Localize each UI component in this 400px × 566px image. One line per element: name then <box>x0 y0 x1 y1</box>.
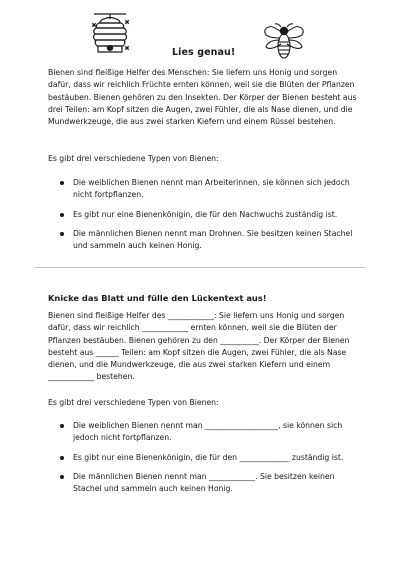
bee-types-list <box>48 177 360 259</box>
cloze-types-intro: Es gibt drei verschiedene Typen von Bienen: <box>48 398 219 407</box>
list-item: Die männlichen Bienen nennt man ____________. Sie besitzen keinen Stachel und sammeln auch keinen Honig. <box>48 471 360 496</box>
list-item: Die männlichen Bienen nennt man Drohnen. Sie besitzen keinen Stachel und sammeln auch keinen Honig. <box>48 228 360 253</box>
list-item: Es gibt nur eine Bienenkönigin, die für den Nachwuchs zuständig ist. <box>48 209 360 221</box>
list-item: Die weiblichen Bienen nennt man Arbeiterinnen, sie können sich jedoch nicht fortpflanzen. <box>48 177 360 202</box>
worksheet-title: Lies genau! <box>172 47 236 58</box>
intro-paragraph: Bienen sind fleißige Helfer des Menschen: Sie liefern uns Honig und sorgen dafür, dass wir reichlich Früchte ernten können, weil sie die Blüten der Pflanzen bestäuben. Bienen gehören zu den Insekten. Der Körper der Bienen besteht aus drei Teilen: am Kopf sitzen die Augen, zwei Fühler, die als Nase dienen, und die Mundwerkzeuge, die aus zwei starken Kiefern und einem Rüssel bestehen. <box>48 68 357 127</box>
bee-icon <box>262 22 306 62</box>
cloze-title: Knicke das Blatt und fülle den Lückentext aus! <box>48 293 267 303</box>
types-intro: Es gibt drei verschiedene Typen von Bienen: <box>48 154 219 163</box>
fold-line-divider <box>35 267 365 268</box>
cloze-paragraph: Bienen sind fleißige Helfer des ____________: Sie liefern uns Honig und sorgen dafür, dass wir reichlich ____________ ernten können, weil sie die Blüten der Pflanzen bestäuben. Bienen gehören zu den __________. Der Körper der Bienen besteht aus ______ Teilen: am Kopf sitzen die Augen, zwei Fühler, die als Nase dienen, und die Mundwerkzeuge, die aus zwei starken Kiefern und einem ____________ bestehen. <box>48 311 350 382</box>
cloze-bee-types-list <box>48 420 360 502</box>
beehive-icon <box>90 12 132 56</box>
list-item: Es gibt nur eine Bienenkönigin, die für den _____________ zuständig ist. <box>48 452 360 464</box>
list-item: Die weiblichen Bienen nennt man ___________________, sie können sich jedoch nicht fortpflanzen. <box>48 420 360 445</box>
